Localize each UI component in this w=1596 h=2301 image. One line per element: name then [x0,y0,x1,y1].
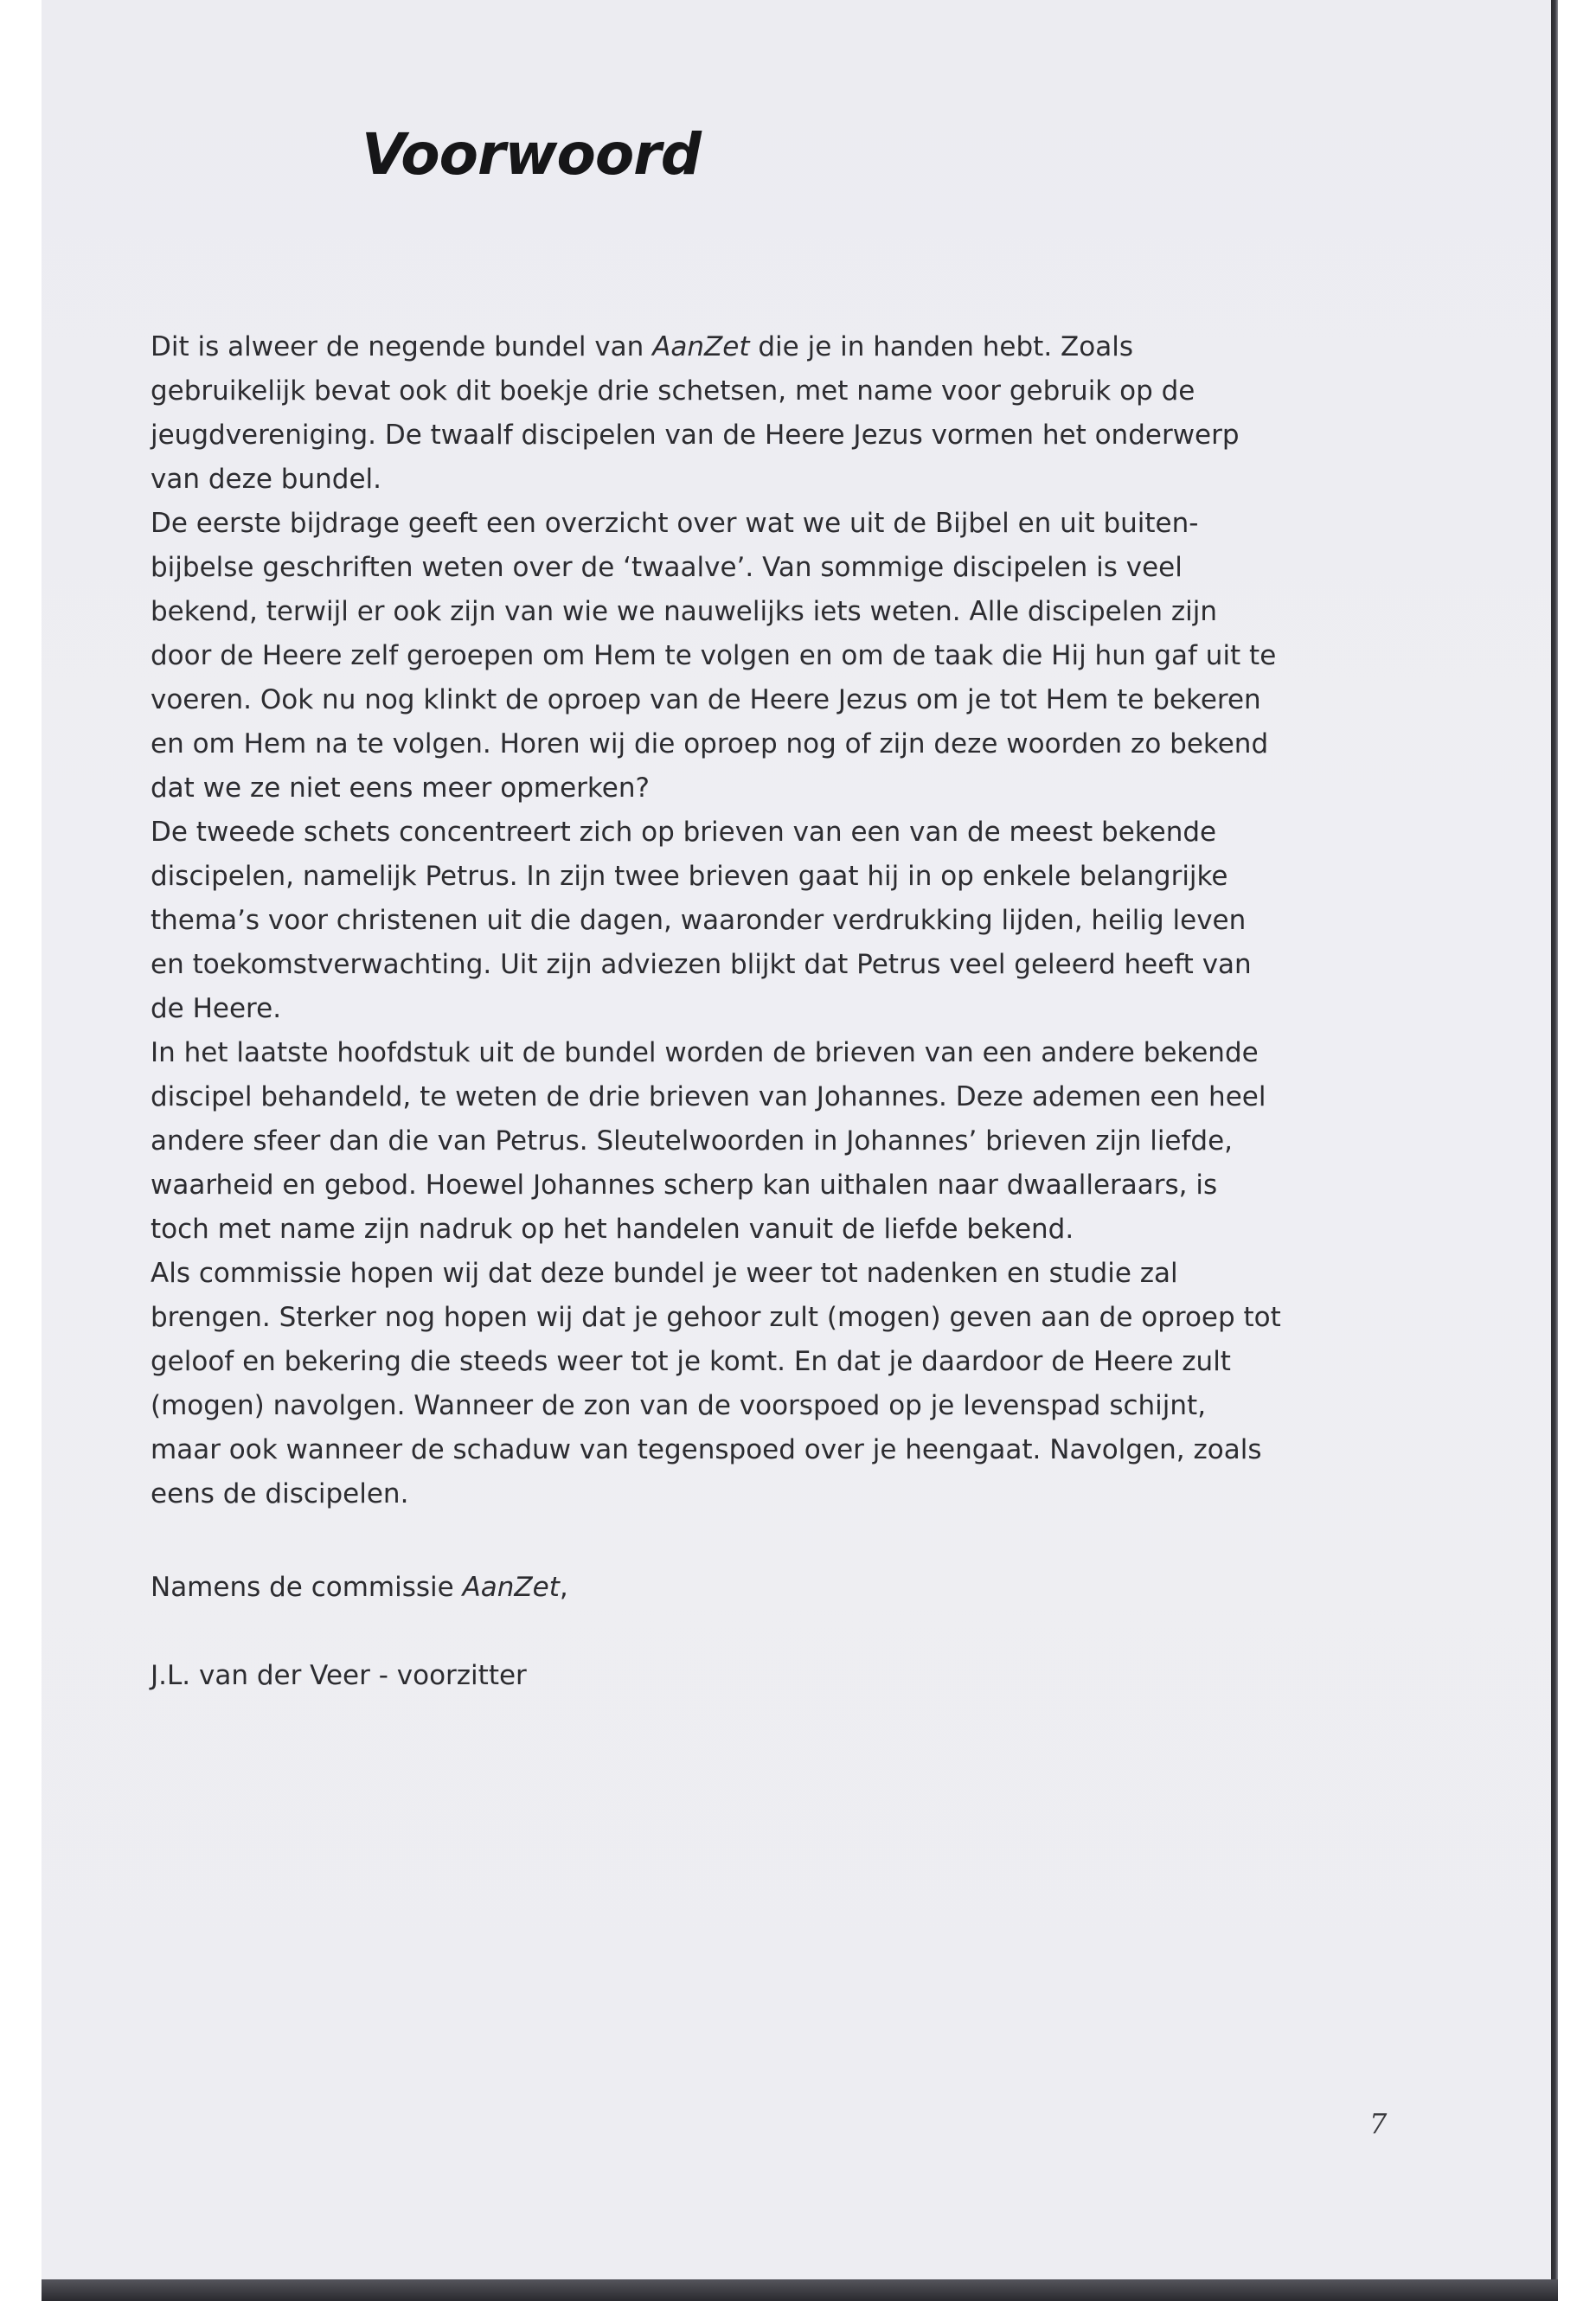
paragraph-1 [151,325,1284,502]
signoff [151,1566,568,1610]
signoff-text: Namens de commissie [151,1572,463,1603]
page-number: 7 [1369,2107,1388,2140]
paragraph-3: De tweede schets concentreert zich op brieven van een van de meest bekende discipelen, namelijk Petrus. In zijn twee brieven gaat hij in op enkele belangrijke thema’s voor christenen uit die dagen, waaronder verdrukking lijden, heilig leven en toekomstverwachting. Uit zijn adviezen blijkt dat Petrus veel geleerd heeft van de Heere. [151,817,1252,1024]
signoff-publication-name: AanZet [462,1572,560,1603]
page-title: Voorwoord [362,121,701,188]
body-text [151,325,1284,1516]
paragraph-4: In het laatste hoofdstuk uit de bundel worden de brieven van een andere bekende discipel behandeld, te weten de drie brieven van Johannes. Deze ademen een heel andere sfeer dan die van Petrus. Sleutelwoorden in Johannes’ brieven zijn liefde, waarheid en gebod. Hoewel Johannes scherp kan uithalen naar dwaalleraars, is toch met name zijn nadruk op het handelen vanuit de liefde bekend. [151,1037,1266,1245]
signoff-punctuation: , [559,1572,568,1603]
page-edge-bottom [42,2279,1558,2301]
paragraph-5: Als commissie hopen wij dat deze bundel je weer tot nadenken en studie zal brengen. Sterker nog hopen wij dat je gehoor zult (mogen) geven aan de oproep tot geloof en bekering die steeds weer tot je komt. En dat je daardoor de Heere zult (mogen) navolgen. Wanneer de zon van de voorspoed op je levenspad schijnt, maar ook wanneer de schaduw van tegenspoed over je heengaat. Navolgen, zoals eens de discipelen. [151,1258,1281,1509]
paragraph-1-text-start: Dit is alweer de negende bundel van [151,331,653,362]
page-edge-right [1551,0,1596,2301]
signature: J.L. van der Veer - voorzitter [151,1660,527,1691]
paragraph-1-text-end: die je in handen hebt. Zoals gebruikelijk bevat ook dit boekje drie schetsen, met name voor gebruik op de jeugdvereniging. De twaalf discipelen van de Heere Jezus vormen het onderwerp van deze bundel. [151,331,1240,495]
publication-name: AanZet [652,331,750,362]
paragraph-2: De eerste bijdrage geeft een overzicht over wat we uit de Bijbel en uit buiten-bijbelse geschriften weten over de ‘twaalve’. Van sommige discipelen is veel bekend, terwijl er ook zijn van wie we nauwelijks iets weten. Alle discipelen zijn door de Heere zelf geroepen om Hem te volgen en om de taak die Hij hun gaf uit te voeren. Ook nu nog klinkt de oproep van de Heere Jezus om je tot Hem te bekeren en om Hem na te volgen. Horen wij die oproep nog of zijn deze woorden zo bekend dat we ze niet eens meer opmerken? [151,508,1277,804]
scan-margin-left [0,0,42,2301]
